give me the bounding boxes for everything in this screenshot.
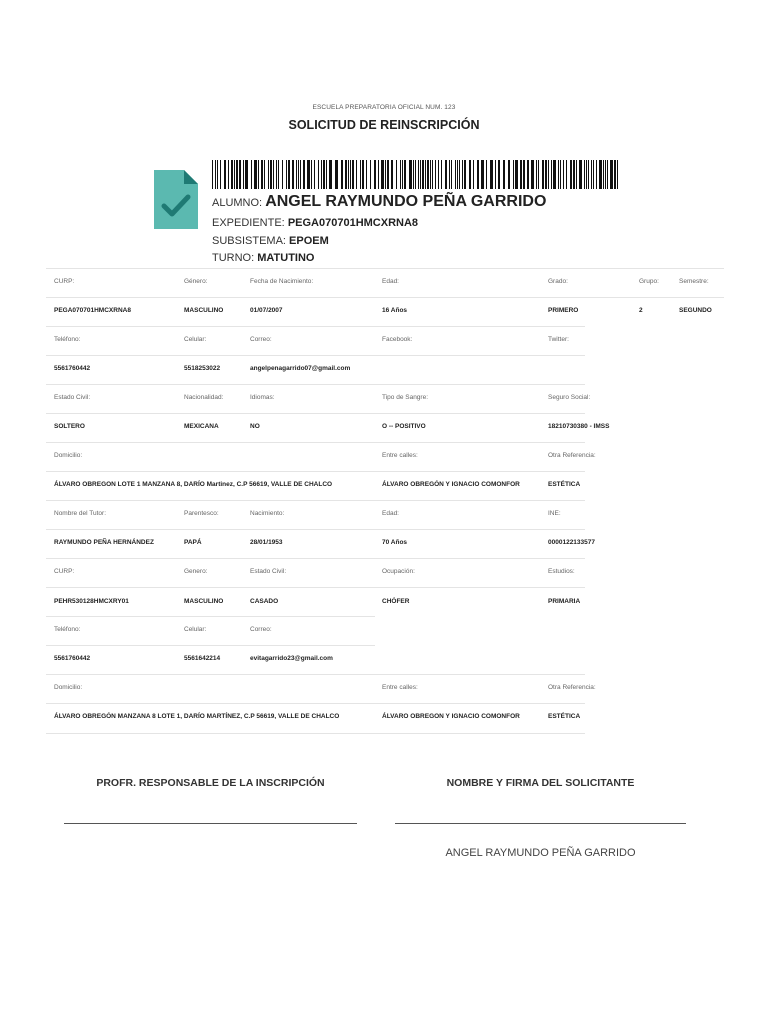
label-edad: Edad:: [382, 278, 399, 285]
applicant-name: ANGEL RAYMUNDO PEÑA GARRIDO: [445, 847, 636, 859]
value-tutor-genero: MASCULINO: [184, 598, 224, 605]
value-tutor-entre-calles: ÁLVARO OBREGON Y IGNACIO COMONFOR: [382, 713, 520, 720]
alumno-label: ALUMNO:: [212, 197, 263, 209]
label-ine: INE:: [548, 510, 561, 517]
subsistema-label: SUBSISTEMA:: [212, 235, 286, 247]
value-estudios: PRIMARIA: [548, 598, 581, 605]
value-fecha-nacimiento: 01/07/2007: [250, 307, 283, 314]
subsistema-line: [212, 235, 329, 247]
value-nacionalidad: MEXICANA: [184, 423, 219, 430]
value-tutor-celular: 5561642214: [184, 655, 221, 662]
label-estado-civil: Estado Civil:: [54, 394, 91, 401]
label-semestre: Semestre:: [679, 278, 709, 285]
label-idiomas: Idiomas:: [250, 394, 275, 401]
applicant-signature-line: [395, 823, 686, 824]
label-correo: Correo:: [250, 336, 272, 343]
value-tutor-curp: PEHR530128HMCXRY01: [54, 598, 129, 605]
label-tutor-correo: Correo:: [250, 626, 272, 633]
value-correo: angelpenagarrido07@gmail.com: [250, 365, 351, 372]
value-tutor-nacimiento: 28/01/1953: [250, 539, 283, 546]
school-name: ESCUELA PREPARATORIA OFICIAL NUM. 123: [312, 104, 456, 111]
label-celular: Celular:: [184, 336, 207, 343]
value-tutor-otra-referencia: ESTÉTICA: [548, 713, 581, 720]
label-tutor-celular: Celular:: [184, 626, 207, 633]
label-nacionalidad: Nacionalidad:: [184, 394, 224, 401]
label-tutor-curp: CURP:: [54, 568, 75, 575]
value-nombre-tutor: RAYMUNDO PEÑA HERNÁNDEZ: [54, 539, 154, 546]
label-grupo: Grupo:: [639, 278, 659, 285]
turno-value: MATUTINO: [257, 252, 315, 264]
value-seguro-social: 18210730380 - IMSS: [548, 423, 610, 430]
label-facebook: Facebook:: [382, 336, 413, 343]
value-tutor-edad: 70 Años: [382, 539, 408, 546]
label-entre-calles: Entre calles:: [382, 452, 418, 459]
value-tipo-sangre: O -- POSITIVO: [382, 423, 426, 430]
expediente-label: EXPEDIENTE:: [212, 217, 285, 229]
label-tutor-entre-calles: Entre calles:: [382, 684, 418, 691]
value-grupo: 2: [639, 307, 643, 314]
label-genero: Género:: [184, 278, 208, 285]
value-edad: 16 Años: [382, 307, 408, 314]
expediente-value: PEGA070701HMCXRNA8: [287, 217, 419, 229]
value-ocupacion: CHÓFER: [382, 598, 410, 605]
label-telefono: Teléfono:: [54, 336, 81, 343]
label-tutor-domicilio: Domicilio:: [54, 684, 83, 691]
label-tutor-edad: Edad:: [382, 510, 399, 517]
label-seguro-social: Seguro Social:: [548, 394, 591, 401]
label-grado: Grado:: [548, 278, 568, 285]
label-tutor-genero: Genero:: [184, 568, 208, 575]
responsible-teacher-heading: PROFR. RESPONSABLE DE LA INSCRIPCIÓN: [96, 777, 325, 789]
value-semestre: SEGUNDO: [679, 307, 712, 314]
label-tutor-estado-civil: Estado Civil:: [250, 568, 287, 575]
value-otra-referencia: ESTÉTICA: [548, 481, 581, 488]
responsible-signature-line: [64, 823, 357, 824]
barcode: [212, 160, 620, 189]
label-domicilio: Domicilio:: [54, 452, 83, 459]
applicant-signature-heading: NOMBRE Y FIRMA DEL SOLICITANTE: [446, 777, 635, 789]
label-parentesco: Parentesco:: [184, 510, 219, 517]
label-tipo-sangre: Tipo de Sangre:: [382, 394, 429, 401]
label-fecha-nacimiento: Fecha de Nacimiento:: [250, 278, 314, 285]
label-estudios: Estudios:: [548, 568, 575, 575]
value-grado: PRIMERO: [548, 307, 579, 314]
label-twitter: Twitter:: [548, 336, 569, 343]
document-check-icon: [154, 170, 198, 229]
value-ine: 0000122133577: [548, 539, 595, 546]
value-estado-civil: SOLTERO: [54, 423, 85, 430]
page-title: SOLICITUD DE REINSCRIPCIÓN: [288, 118, 480, 132]
turno-label: TURNO:: [212, 252, 255, 264]
value-idiomas: NO: [250, 423, 260, 430]
value-domicilio: ÁLVARO OBREGON LOTE 1 MANZANA 8, DARÍO Martinez, C.P 56619, VALLE DE CHALCO: [54, 481, 333, 488]
label-tutor-telefono: Teléfono:: [54, 626, 81, 633]
label-ocupacion: Ocupación:: [382, 568, 415, 575]
label-otra-referencia: Otra Referencia:: [548, 452, 596, 459]
label-tutor-nacimiento: Nacimiento:: [250, 510, 285, 517]
value-parentesco: PAPÁ: [184, 539, 202, 546]
label-tutor-otra-referencia: Otra Referencia:: [548, 684, 596, 691]
value-curp: PEGA070701HMCXRNA8: [54, 307, 131, 314]
alumno-value: ANGEL RAYMUNDO PEÑA GARRIDO: [265, 193, 547, 210]
value-celular: 5518253022: [184, 365, 221, 372]
data-table: [46, 268, 724, 734]
label-nombre-tutor: Nombre del Tutor:: [54, 510, 107, 517]
value-telefono: 5561760442: [54, 365, 91, 372]
value-tutor-telefono: 5561760442: [54, 655, 91, 662]
turno-line: [212, 252, 314, 264]
value-entre-calles: ÁLVARO OBREGÓN Y IGNACIO COMONFOR: [382, 481, 520, 488]
value-tutor-estado-civil: CASADO: [250, 598, 279, 605]
label-curp: CURP:: [54, 278, 75, 285]
value-tutor-domicilio: ÁLVARO OBREGÓN MANZANA 8 LOTE 1, DARÍO MARTÍNEZ, C.P 56619, VALLE DE CHALCO: [54, 713, 340, 720]
value-genero: MASCULINO: [184, 307, 224, 314]
subsistema-value: EPOEM: [289, 235, 329, 247]
expediente-line: [212, 217, 418, 229]
value-tutor-correo: evitagarrido23@gmail.com: [250, 655, 333, 662]
student-name-line: [212, 193, 546, 211]
